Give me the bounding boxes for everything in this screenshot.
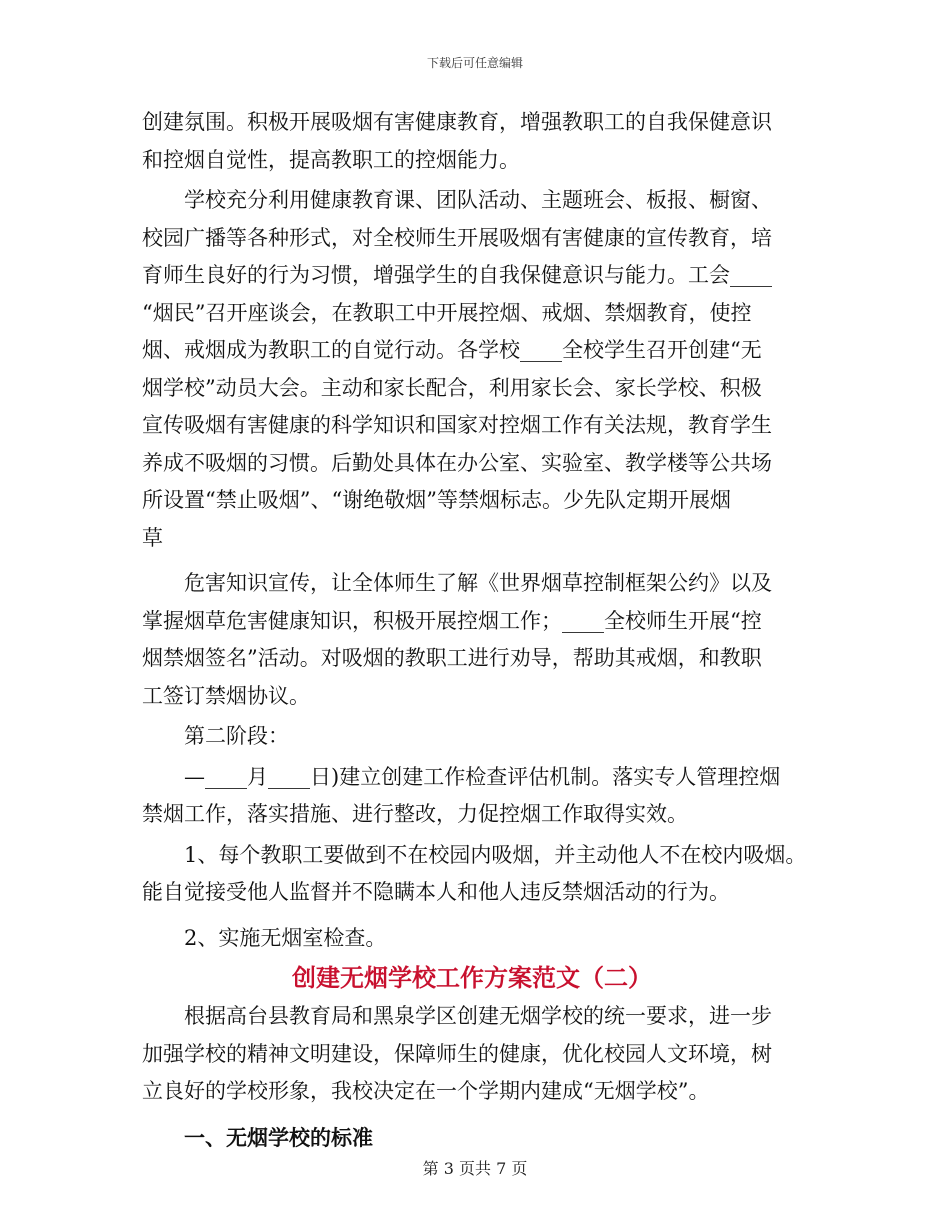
text-line: 1、每个教职工要做到不在校园内吸烟，并主动他人不在校内吸烟。 [184, 842, 807, 867]
text-line: 掌握烟草危害健康知识，积极开展控烟工作；____全校师生开展“控 [142, 608, 762, 633]
text-line: —____月____日)建立创建工作检查评估机制。落实专人管理控烟 [184, 764, 781, 789]
text-line: 和控烟自觉性，提高教职工的控烟能力。 [142, 147, 520, 172]
paragraph-3 [142, 565, 812, 715]
text-line: 学校充分利用健康教育课、团队活动、主题班会、板报、橱窗、 [184, 188, 772, 212]
text-line: 危害知识宣传，让全体师生了解《世界烟草控制框架公约》以及 [184, 571, 772, 595]
text-line: 创建氛围。积极开展吸烟有害健康教育，增强教职工的自我保健意识 [142, 110, 772, 134]
paragraph-2 [142, 182, 812, 557]
paragraph-7 [142, 920, 812, 958]
text-line: “烟民”召开座谈会，在教职工中开展控烟、戒烟、禁烟教育，使控 [142, 300, 752, 325]
section-heading: 一、无烟学校的标准 [184, 1124, 373, 1150]
paragraph-4 [142, 718, 812, 756]
intro-paragraph [142, 998, 812, 1111]
document-body [142, 104, 812, 1156]
text-line: 育师生良好的行为习惯，增强学生的自我保健意识与能力。工会____ [142, 263, 772, 287]
text-line: 养成不吸烟的习惯。后勤处具体在办公室、实验室、教学楼等公共场 [142, 450, 772, 475]
text-line: 能自觉接受他人监督并不隐瞒本人和他人违反禁烟活动的行为。 [142, 880, 730, 904]
text-line: 加强学校的精神文明建设，保障师生的健康，优化校园人文环境，树 [142, 1041, 772, 1066]
paragraph-1 [142, 104, 812, 179]
text-line: 烟禁烟签名”活动。对吸烟的教职工进行劝导，帮助其戒烟，和教职 [142, 646, 762, 670]
text-line: 烟、戒烟成为教职工的自觉行动。各学校____全校学生召开创建“无 [142, 338, 762, 362]
page-header: 下载后可任意编辑 [426, 56, 523, 70]
text-line: 工签订禁烟协议。 [142, 683, 310, 708]
text-line: 根据高台县教育局和黑泉学区创建无烟学校的统一要求，进一步 [184, 1004, 772, 1028]
text-line: 所设置“禁止吸烟”、“谢绝敬烟”等禁烟标志。少先队定期开展烟 [142, 488, 731, 512]
text-line: 烟学校”动员大会。主动和家长配合，利用家长会、家长学校、积极 [142, 375, 762, 400]
section-title: 创建无烟学校工作方案范文（二） [292, 963, 652, 992]
page-number: 第 3 页共 7 页 [422, 1159, 528, 1178]
stage-label: 第二阶段： [184, 724, 289, 748]
text-line: 禁烟工作，落实措施、进行整改，力促控烟工作取得实效。 [142, 802, 688, 826]
text-line: 宣传吸烟有害健康的科学知识和国家对控烟工作有关法规，教育学生 [142, 413, 772, 437]
text-line: 立良好的学校形象，我校决定在一个学期内建成“无烟学校”。 [142, 1079, 710, 1103]
paragraph-5 [142, 759, 812, 834]
text-line: 2、实施无烟室检查。 [184, 925, 387, 950]
text-line: 草 [142, 525, 163, 550]
paragraph-6 [142, 837, 812, 912]
text-line: 校园广播等各种形式，对全校师生开展吸烟有害健康的宣传教育，培 [142, 225, 772, 250]
